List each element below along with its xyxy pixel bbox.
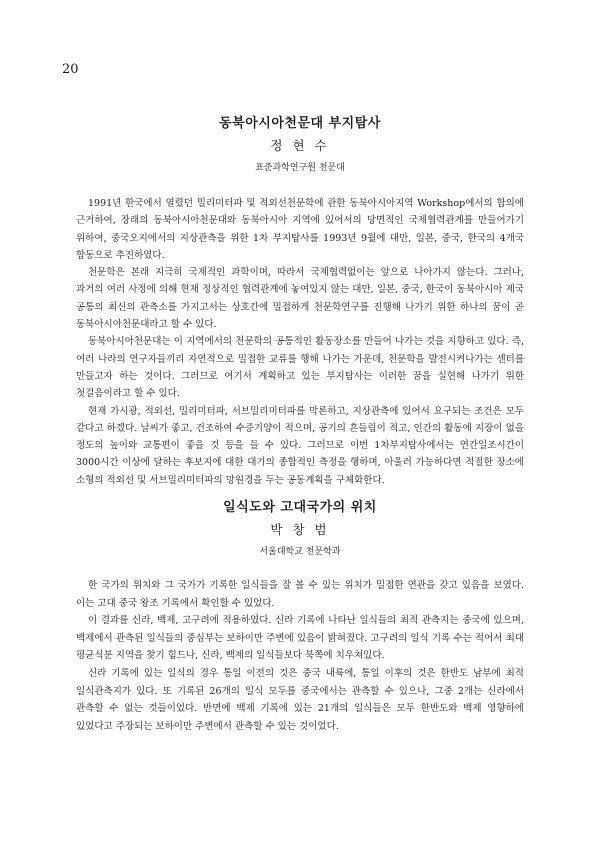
paragraph: 동북아시아천문대는 이 지역에서의 천문학의 공통적인 활동장소를 만들어 나가는 것을 지향하고 있다. 즉, 여러 나라의 연구자들끼리 자연적으로 밀접한 교류를 행해 나가는 가운데, 천문학을 발전시켜나가는 센터를 만들고자 하는 것이다. 그러므로 여기서 계획하고 있는 부지탐사는 이러한 꿈을 실현해 나가기 위한 첫걸음이라고 할 수 있다. <box>76 336 524 400</box>
article-title: 일식도와 고대국가의 위치 <box>223 500 377 515</box>
article-body <box>76 577 524 735</box>
paragraph: 이 결과를 신라, 백제, 고구려에 적용하였다. 신라 기록에 나타난 일식들의 최적 관측지는 중국에 있으며, 백제에서 관측된 일식들의 중심부는 보하이만 주변에 있음이 밝혀졌다. 고구려의 일식 기록 수는 적어서 최대 평균식분 지역을 찾기 힘드나, 신라, 백제의 일식들보다 북쪽에 치우쳐있다. <box>76 615 524 662</box>
article-title: 동북아시아천문대 부지탐사 <box>219 116 381 131</box>
article-affiliation: 표준과학연구원 천문대 <box>255 163 345 173</box>
paragraph: 한 국가의 위치와 그 국가가 기록한 일식들을 잘 볼 수 있는 위치가 밀접한 연관을 갖고 있음을 보였다. 이는 고대 중국 왕조 기록에서 확인할 수 있었다. <box>76 580 524 609</box>
article-affiliation: 서울대학교 천문학과 <box>259 547 341 557</box>
paragraph: 천문학은 본래 지극히 국제적인 과학이며, 따라서 국제협력없이는 앞으로 나아가지 않는다. 그러나, 과거의 여러 사정에 의해 현재 정상적인 협력관계에 놓여있지 않는 대만, 일본, 중국, 한국이 동북아시아 제국 공통의 최신의 관측소를 가지고서는 상호간에 밀접하게 천문학연구를 진행해 나가기 위한 하나의 꿈이 곧 동북아시아천문대라고 할 수 있다. <box>76 267 524 331</box>
article-section-1 <box>76 112 524 489</box>
article-section-2 <box>76 496 524 735</box>
page-number: 20 <box>62 62 79 77</box>
article-author: 정 현 수 <box>270 138 330 153</box>
paragraph: 1991년 한국에서 열렸던 밀리미터파 및 적외선천문학에 관한 동북아시아지역 Workshop에서의 합의에 근거하여, 장래의 동북아시아천문대와 동북아시아 지역에 있어서의 당면적인 국제협력관계를 만들어가기 위하여, 중국오지에서의 지상관측을 위한 1차 부지탐사를 1993년 9월에 대만, 일본, 중국, 한국의 4개국 합동으로 추진하였다. <box>76 198 524 261</box>
paragraph: 현재 가시광, 적외선, 밀리미터파, 서브밀리미터파를 막론하고, 지상관측에 있어서 요구되는 조건은 모두 같다고 하겠다. 날씨가 좋고, 건조하여 수증기양이 적으며, 공기의 흔들림이 적고, 인간의 활동에 지장이 없을 정도의 높이와 교통편이 좋을 것 등을 들 수 있다. 그러므로 이번 1차부지탐사에서는 연간일조시간이 3000시간 이상에 달하는 후보지에 대한 대기의 종합적인 측정을 행하며, 아울러 가능하다면 적절한 장소에 소형의 적외선 및 서브밀리미터파의 망원경을 두는 공동계획을 구체화한다. <box>76 405 524 486</box>
article-author: 박 창 범 <box>270 522 330 537</box>
article-body <box>76 195 524 489</box>
paragraph: 신라 기록에 있는 일식의 경우 통일 이전의 것은 중국 내륙에, 통일 이후의 것은 한반도 남부에 최적 일식관측지가 있다. 또 기록된 26개의 일식 모두를 중국에서는 관측할 수 있으나, 그중 2개는 신라에서 관측할 수 없는 것들이었다. 반면에 백제 기록에 있는 21개의 일식들은 모두 한반도와 백제 영향하에 있었다고 주장되는 보하이만 주변에서 관측할 수 있는 것이었다. <box>76 667 524 732</box>
